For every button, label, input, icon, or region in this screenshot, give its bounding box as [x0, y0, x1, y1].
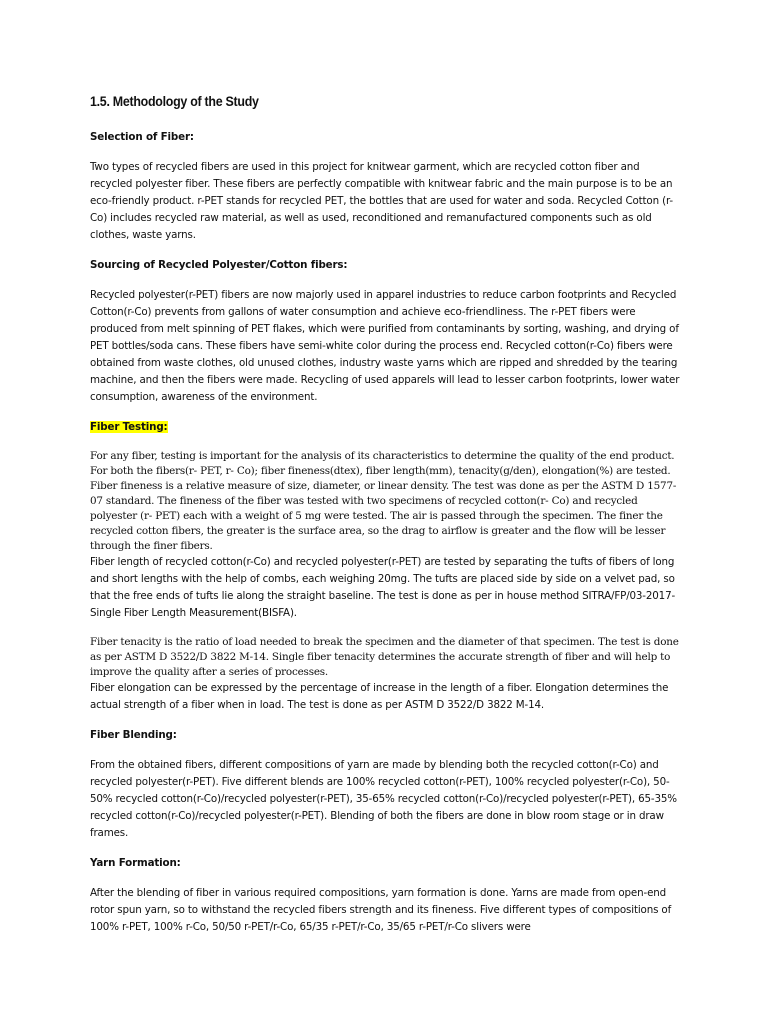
document-body	[90, 94, 680, 936]
paragraph-sourcing: Recycled polyester(r-PET) fibers are now majorly used in apparel industries to reduce carbon footprints and Recycled Cotton(r-Co) prevents from gallons of water consumption and achieve eco-friendliness. The r-PET fibers were produced from melt spinning of PET flakes, which were purified from contaminants by sorting, washing, and drying of PET bottles/soda cans. These fibers have semi-white color during the process end. Recycled cotton(r-Co) fibers were obtained from waste clothes, old unused clothes, industry waste yarns which are ripped and shredded by the tearing machine, and then the fibers were made. Recycling of used apparels will lead to lesser carbon footprints, lower water consumption, awareness of the environment.	[90, 289, 680, 403]
paragraph-fiber-blending: From the obtained fibers, different compositions of yarn are made by blending both the recycled cotton(r-Co) and recycled polyester(r-PET). Five different blends are 100% recycled cotton(r-PET), 100% recycled polyester(r-Co), 50-50% recycled cotton(r-Co)/recycled polyester(r-PET), 35-65% recycled cotton(r-Co)/recycled polyester(r-PET), 65-35% recycled cotton(r-Co)/recycled polyester(r-PET). Blending of both the fibers are done in blow room stage or in draw frames.	[90, 759, 677, 839]
paragraph-fiber-length: Fiber length of recycled cotton(r-Co) and recycled polyester(r-PET) are tested by separating the tufts of fibers of long and short lengths with the help of combs, each weighing 20mg. The tufts are placed side by side on a velvet pad, so that the free ends of tufts lie along the straight baseline. The test is done as per in house method SITRA/FP/03-2017- Single Fiber Length Measurement(BISFA).	[90, 556, 676, 619]
paragraph-yarn-formation: After the blending of fiber in various required compositions, yarn formation is done. Yarns are made from open-end rotor spun yarn, so to withstand the recycled fibers strength and its fineness. Five different types of compositions of 100% r-PET, 100% r-Co, 50/50 r-PET/r-Co, 65/35 r-PET/r-Co, 35/65 r-PET/r-Co slivers were	[90, 887, 672, 933]
paragraph-fiber-tenacity: Fiber tenacity is the ratio of load needed to break the specimen and the diameter of that specimen. The test is done as per ASTM D 3522/D 3822 M-14. Single fiber tenacity determines the accurate strength of fiber and will help to improve the quality after a series of processes.	[90, 636, 679, 678]
heading-fiber-blending: Fiber Blending:	[90, 729, 177, 741]
heading-sourcing: Sourcing of Recycled Polyester/Cotton fibers:	[90, 259, 348, 271]
paragraph-testing-intro: For any fiber, testing is important for the analysis of its characteristics to determine the quality of the end product. For both the fibers(r- PET, r- Co); fiber fineness(dtex), fiber length(mm), tenacity(g/den), elongation(%) are tested.	[90, 450, 675, 477]
paragraph-selection-of-fiber: Two types of recycled fibers are used in this project for knitwear garment, which are recycled cotton fiber and recycled polyester fiber. These fibers are perfectly compatible with knitwear fabric and the main purpose is to be an eco-friendly product. r-PET stands for recycled PET, the bottles that are used for water and soda. Recycled Cotton (r-Co) includes recycled raw material, as well as used, reconditioned and remanufactured components such as old clothes, waste yarns.	[90, 161, 673, 241]
section-title: 1.5. Methodology of the Study	[90, 94, 259, 109]
paragraph-fiber-fineness: Fiber fineness is a relative measure of size, diameter, or linear density. The test was done as per the ASTM D 1577-07 standard. The fineness of the fiber was tested with two specimens of recycled cotton(r- Co) and recycled polyester (r- PET) each with a weight of 5 mg were tested. The air is passed through the specimen. The finer the recycled cotton fibers, the greater is the surface area, so the drag to airflow is greater and the flow will be lesser through the finer fibers.	[90, 480, 677, 552]
heading-fiber-testing	[90, 419, 680, 436]
highlighted-text: Fiber Testing:	[90, 421, 168, 433]
paragraph-fiber-elongation: Fiber elongation can be expressed by the percentage of increase in the length of a fiber. Elongation determines the actual strength of a fiber when in load. The test is done as per ASTM D 3522/D 3822 M-14.	[90, 682, 669, 711]
heading-yarn-formation: Yarn Formation:	[90, 857, 181, 869]
heading-selection-of-fiber: Selection of Fiber:	[90, 131, 194, 143]
